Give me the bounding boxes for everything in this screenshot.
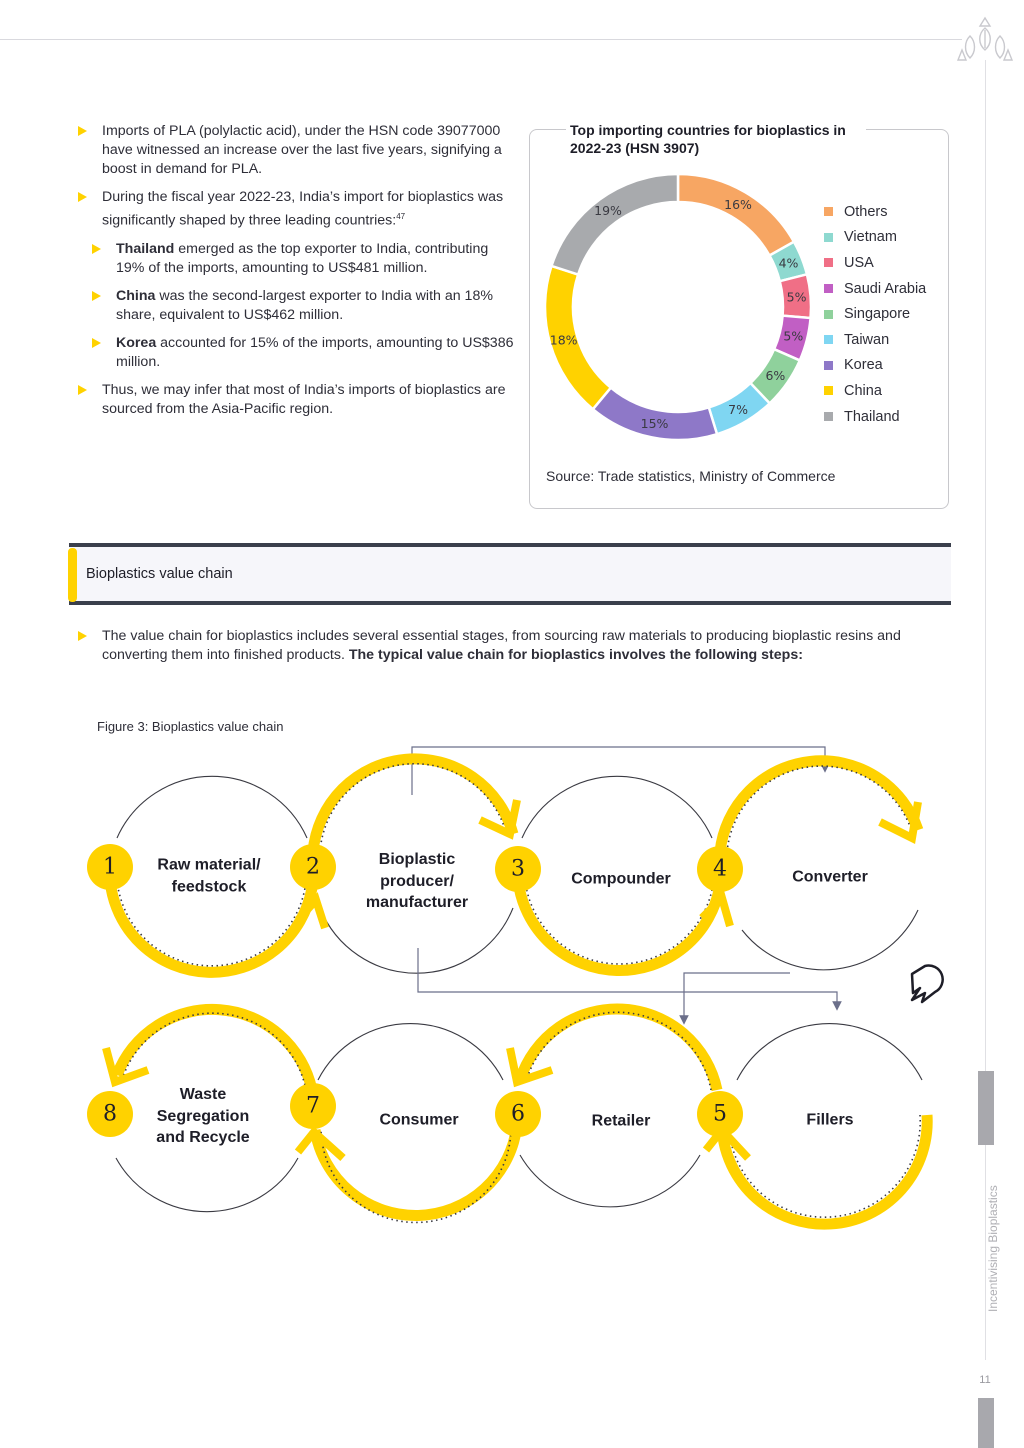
bullet-thailand xyxy=(92,240,518,278)
bullet-text: accounted for 15% of the imports, amounting to US$386 million. xyxy=(116,334,514,370)
figure-caption: Figure 3: Bioplastics value chain xyxy=(97,719,284,734)
bullet-value-chain xyxy=(78,627,958,665)
donut-data-label: 7% xyxy=(728,402,748,418)
bullet-emphasis: The typical value chain for bioplastics involves the following steps: xyxy=(348,647,803,663)
stage-outline-7 xyxy=(318,1024,503,1080)
legend-label: China xyxy=(844,382,882,399)
donut-data-label: 16% xyxy=(724,196,752,212)
legend-label: Saudi Arabia xyxy=(844,280,927,297)
u-turn-arrow-icon xyxy=(912,966,943,1002)
section-title: Bioplastics value chain xyxy=(86,566,233,582)
stage-outline-3 xyxy=(522,776,712,838)
stage-label-fillers: Fillers xyxy=(806,1111,854,1129)
legend-swatch xyxy=(824,258,833,267)
arc-in-5 xyxy=(722,1115,927,1224)
bullet-china xyxy=(92,287,518,325)
bullet-fiscal xyxy=(78,188,518,231)
chart-legend xyxy=(824,199,926,429)
donut-chart xyxy=(540,165,830,450)
donut-data-label: 19% xyxy=(594,203,622,219)
value-chain-bullet xyxy=(78,627,958,674)
stage-label-compounder: Compounder xyxy=(571,870,671,888)
bullet-triangle-icon xyxy=(92,338,101,348)
page-number: 11 xyxy=(979,1374,991,1386)
legend-label: USA xyxy=(844,254,874,271)
arc-6-7 xyxy=(315,1125,517,1215)
bullet-text: emerged as the top exporter to India, contributing 19% of the imports, amounting to US$481 million. xyxy=(116,240,489,276)
stage-number: 6 xyxy=(511,1101,525,1127)
legend-item xyxy=(824,404,926,430)
stage-number: 7 xyxy=(306,1093,320,1119)
bullet-lead: Thailand xyxy=(116,240,175,257)
legend-swatch xyxy=(824,386,833,395)
legend-label: Korea xyxy=(844,357,883,374)
donut-slice-others xyxy=(678,174,794,256)
stage-label-raw-material: Raw material/ feedstock xyxy=(157,856,261,895)
legend-label: Taiwan xyxy=(844,331,890,348)
footnote-ref: 47 xyxy=(396,212,406,221)
donut-slice-korea xyxy=(593,388,717,440)
legend-item xyxy=(824,250,926,276)
value-chain-graphic xyxy=(0,730,1024,1250)
donut-data-label: 5% xyxy=(783,328,804,344)
stage-outline-8 xyxy=(116,1158,298,1212)
import-bullets xyxy=(78,122,518,428)
stage-number: 3 xyxy=(511,856,525,882)
donut-data-label: 4% xyxy=(778,255,799,271)
stage-outline-2 xyxy=(320,908,513,973)
bullet-text: Thus, we may infer that most of India’s imports of bioplastics are sourced from the Asia-Pacific region. xyxy=(102,381,506,417)
connector-converter-retailer xyxy=(684,973,790,1020)
stage-label-converter: Converter xyxy=(792,868,868,886)
stage-label-producer: Bioplastic producer/ manufacturer xyxy=(365,850,469,911)
bullet-text: Imports of PLA (polylactic acid), under the HSN code 39077000 have witnessed an increase over the last five years, signifying a boost in demand for PLA. xyxy=(102,123,502,177)
bullet-lead: China xyxy=(116,287,156,304)
legend-swatch xyxy=(824,361,833,370)
bullet-text: During the fiscal year 2022-23, India’s import for bioplastics was significantly shaped by three leading countries: xyxy=(102,189,504,229)
bullet-triangle-icon xyxy=(78,192,87,202)
legend-item xyxy=(824,353,926,379)
bullet-triangle-icon xyxy=(92,244,101,254)
chart-source: Source: Trade statistics, Ministry of Commerce xyxy=(546,468,836,484)
running-title: Incentivising Bioplastics xyxy=(986,1185,1000,1312)
bullet-triangle-icon xyxy=(78,385,87,395)
bullet-text: The value chain for bioplastics includes several essential stages, from sourcing raw materials to producing bioplastic resins and converting them into finished products. xyxy=(102,628,901,663)
legend-swatch xyxy=(824,207,833,216)
donut-data-label: 6% xyxy=(765,367,786,383)
legend-label: Singapore xyxy=(844,306,911,323)
legend-item xyxy=(824,327,926,353)
stage-number: 8 xyxy=(103,1101,117,1127)
bullet-text: was the second-largest exporter to India with an 18% share, equivalent to US$462 million. xyxy=(116,287,493,323)
legend-item xyxy=(824,199,926,225)
legend-swatch xyxy=(824,233,833,242)
donut-slice-thailand xyxy=(552,174,678,275)
legend-swatch xyxy=(824,310,833,319)
legend-label: Thailand xyxy=(844,408,900,425)
chart-title: Top importing countries for bioplastics in 2022-23 (HSN 3907) xyxy=(566,121,866,157)
donut-data-label: 5% xyxy=(786,289,807,305)
recycle-leaves-icon xyxy=(956,14,1014,64)
legend-swatch xyxy=(824,284,833,293)
connector-producer-converter xyxy=(412,747,825,795)
legend-swatch xyxy=(824,412,833,421)
arc-7-8 xyxy=(117,1009,312,1090)
stage-outline-4 xyxy=(742,910,918,970)
bullet-lead: Korea xyxy=(116,334,157,351)
donut-data-label: 18% xyxy=(549,332,578,348)
stage-number: 2 xyxy=(306,854,320,880)
value-chain-diagram xyxy=(0,730,1024,1250)
bullet-pla xyxy=(78,122,518,179)
donut-data-label: 15% xyxy=(640,416,669,432)
bullet-korea xyxy=(92,334,518,372)
stage-outline-6 xyxy=(520,1155,700,1207)
legend-item xyxy=(824,301,926,327)
legend-item xyxy=(824,378,926,404)
legend-item xyxy=(824,225,926,251)
bullet-asia-pacific xyxy=(78,381,518,419)
arc-3-4 xyxy=(518,880,720,970)
bullet-triangle-icon xyxy=(78,126,87,136)
header-rule xyxy=(0,39,962,40)
arc-4-out xyxy=(720,761,918,852)
stage-outline-5 xyxy=(737,1024,922,1080)
arc-2-3 xyxy=(313,759,513,852)
sidebar-marker-bottom xyxy=(978,1398,994,1448)
stage-outline-1 xyxy=(117,776,307,838)
stage-number: 1 xyxy=(103,854,117,880)
bullet-triangle-icon xyxy=(78,631,87,641)
legend-item xyxy=(824,276,926,302)
stage-number: 5 xyxy=(713,1101,727,1127)
section-accent xyxy=(68,548,77,602)
arc-5-6 xyxy=(520,1009,717,1090)
legend-label: Others xyxy=(844,203,888,220)
legend-label: Vietnam xyxy=(844,229,897,246)
stage-number: 4 xyxy=(713,856,727,882)
legend-swatch xyxy=(824,335,833,344)
stage-label-retailer: Retailer xyxy=(591,1112,651,1130)
stage-label-consumer: Consumer xyxy=(379,1111,459,1129)
bullet-triangle-icon xyxy=(92,291,101,301)
stage-label-waste: Waste Segregation and Recycle xyxy=(156,1085,250,1146)
